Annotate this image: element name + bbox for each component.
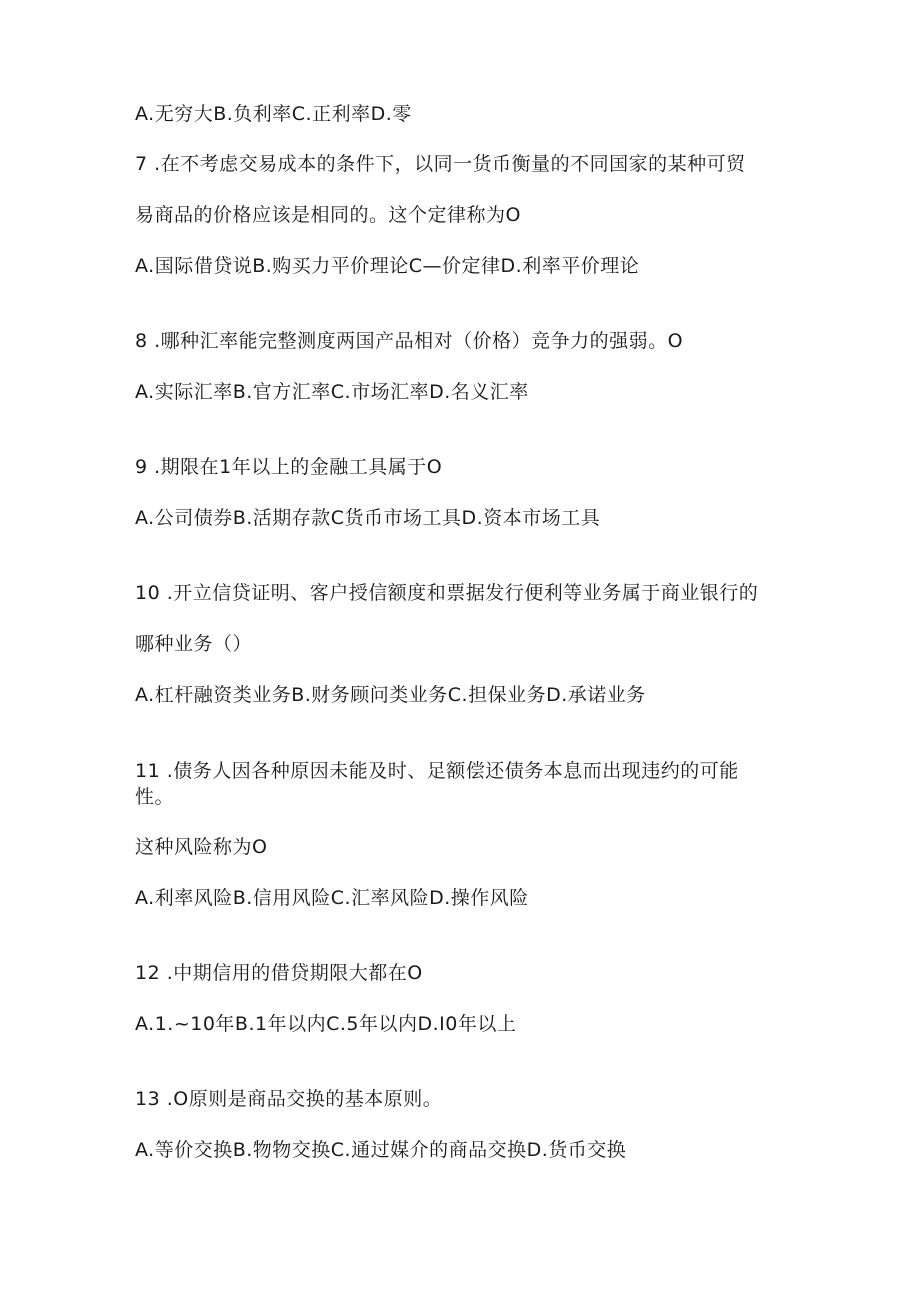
q7-options: A.国际借贷说B.购买力平价理论C—价定律D.利率平价理论 — [135, 255, 640, 277]
q8-question: 8 .哪种汇率能完整测度两国产品相对（价格）竞争力的强弱。O — [135, 330, 684, 352]
q11-question-line-3: 这种风险称为O — [135, 836, 268, 858]
q10-question-line-1: 10 .开立信贷证明、客户授信额度和票据发行便利等业务属于商业银行的 — [135, 582, 759, 604]
q9-options: A.公司债券B.活期存款C货币市场工具D.资本市场工具 — [135, 507, 601, 529]
q11-options: A.利率风险B.信用风险C.汇率风险D.操作风险 — [135, 887, 529, 909]
q12-options: A.1.~10年B.1年以内C.5年以内D.I0年以上 — [135, 1013, 517, 1035]
q8-options: A.实际汇率B.官方汇率C.市场汇率D.名义汇率 — [135, 381, 529, 403]
q13-question: 13 .O原则是商品交换的基本原则。 — [135, 1088, 443, 1110]
q7-question-line-2: 易商品的价格应该是相同的。这个定律称为O — [135, 204, 521, 226]
q11-question-line-1: 11 .债务人因各种原因未能及时、足额偿还债务本息而出现违约的可能 — [135, 760, 739, 782]
q11-question-line-2: 性。 — [135, 786, 175, 808]
q10-question-line-2: 哪种业务（） — [135, 633, 253, 655]
q10-options: A.杠杆融资类业务B.财务顾问类业务C.担保业务D.承诺业务 — [135, 684, 646, 706]
q7-question-line-1: 7 .在不考虑交易成本的条件下，以同一货币衡量的不同国家的某种可贸 — [135, 153, 746, 175]
q12-question: 12 .中期信用的借贷期限大都在O — [135, 962, 423, 984]
q9-question: 9 .期限在1年以上的金融工具属于O — [135, 456, 443, 478]
q6-options: A.无穷大B.负利率C.正利率D.零 — [135, 103, 412, 125]
q13-options: A.等价交换B.物物交换C.通过媒介的商品交换D.货币交换 — [135, 1139, 627, 1161]
